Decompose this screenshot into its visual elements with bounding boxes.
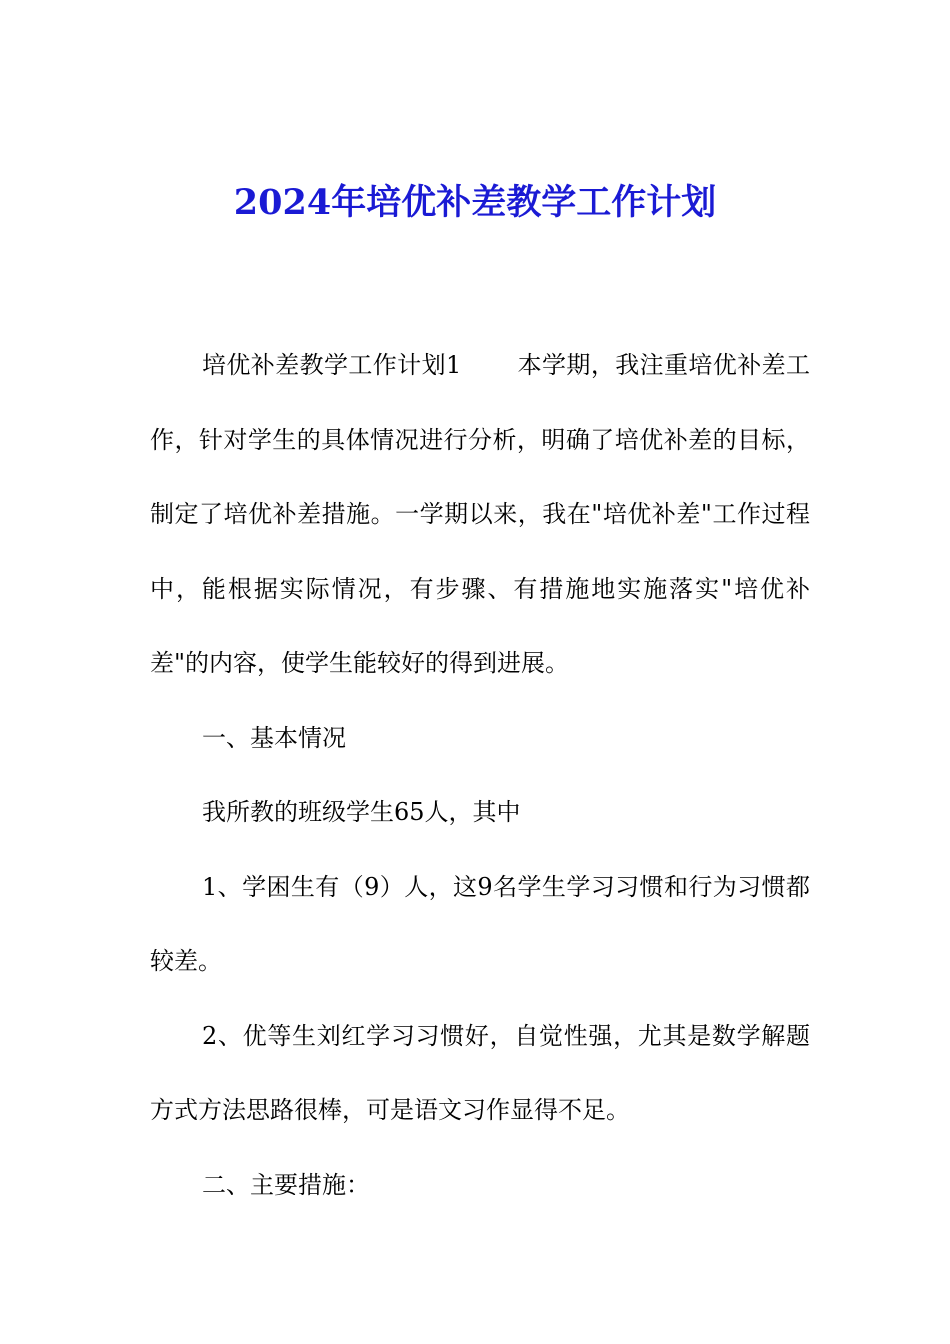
document-body — [150, 328, 810, 1222]
paragraph-top-student: 2、优等生刘红学习习惯好，自觉性强，尤其是数学解题方式方法思路很棒，可是语文习作显得不足。 — [150, 1021, 810, 1124]
section-heading-main-measures: 二、主要措施： — [202, 1170, 370, 1199]
paragraph-struggling-students: 1、学困生有（9）人，这9名学生学习习惯和行为习惯都较差。 — [150, 872, 810, 975]
paragraph-intro — [150, 328, 810, 701]
document-title: 2024年培优补差教学工作计划 — [233, 182, 717, 223]
intro-text: 本学期，我注重培优补差工作，针对学生的具体情况进行分析，明确了培优补差的目标，制定了培优补差措施。一学期以来，我在"培优补差"工作过程中，能根据实际情况，有步骤、有措施地实施落实"培优补差"的内容，使学生能较好的得到进展。 — [150, 351, 810, 677]
paragraph-class-size: 我所教的班级学生65人，其中 — [202, 798, 521, 826]
plan-heading: 培优补差教学工作计划1 — [202, 351, 462, 379]
section-heading-basic-situation: 一、基本情况 — [202, 723, 346, 752]
